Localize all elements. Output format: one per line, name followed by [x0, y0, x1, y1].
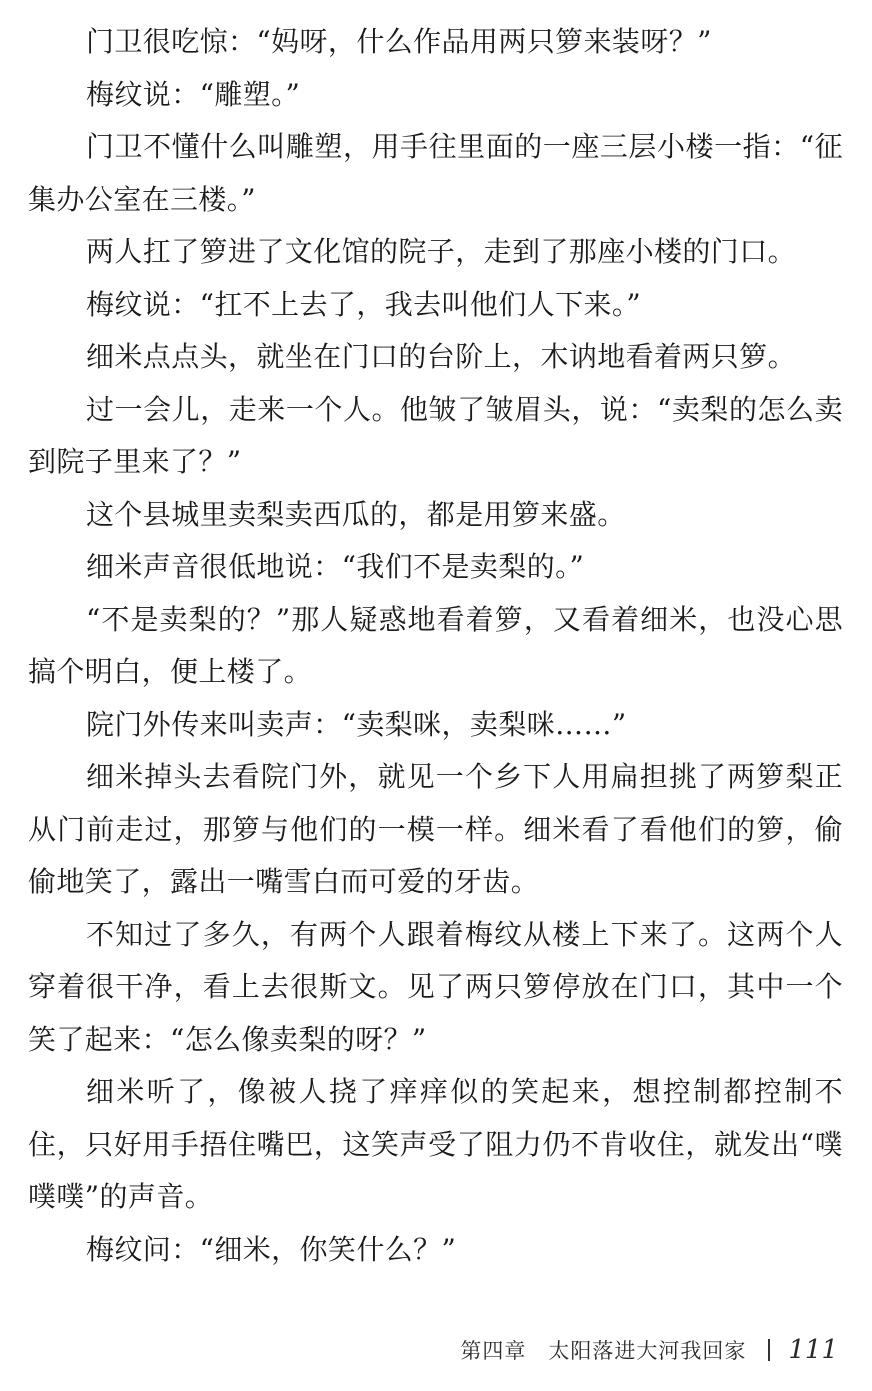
paragraph: 梅纹说：“雕塑。”: [86, 77, 301, 111]
paragraph: 这个县城里卖梨卖西瓜的，都是用箩来盛。: [86, 497, 626, 531]
page-footer: [460, 1330, 838, 1370]
paragraph: 门卫很吃惊：“妈呀，什么作品用两只箩来装呀？”: [86, 25, 712, 58]
page-body: [28, 16, 843, 1276]
page-number: 111: [788, 1335, 838, 1365]
paragraph: 细米点点头，就坐在门口的台阶上，木讷地看着两只箩。: [86, 340, 797, 373]
paragraph: 细米声音很低地说：“我们不是卖梨的。”: [86, 550, 585, 583]
paragraph: 梅纹说：“扛不上去了，我去叫他们人下来。”: [86, 287, 642, 321]
paragraph: “不是卖梨的？”那人疑惑地看着箩，又看着细米，也没心思搞个明白，便上楼了。: [28, 602, 843, 688]
chapter-title: 第四章 太阳落进大河我回家: [460, 1339, 747, 1363]
paragraph: 梅纹问：“细米，你笑什么？”: [86, 1232, 457, 1266]
paragraph: 门卫不懂什么叫雕塑，用手往里面的一座三层小楼一指：“征集办公室在三楼。”: [28, 130, 843, 216]
paragraph: 过一会儿，走来一个人。他皱了皱眉头，说：“卖梨的怎么卖到院子里来了？”: [28, 392, 843, 478]
paragraph: 院门外传来叫卖声：“卖梨咪，卖梨咪……”: [86, 707, 627, 741]
paragraph: 不知过了多久，有两个人跟着梅纹从楼上下来了。这两个人穿着很干净，看上去很斯文。见了两只箩停放在门口，其中一个笑了起来：“怎么像卖梨的呀？”: [28, 917, 843, 1056]
paragraph: 细米听了，像被人挠了痒痒似的笑起来，想控制都控制不住，只好用手捂住嘴巴，这笑声受了阻力仍不肯收住，就发出“噗噗噗”的声音。: [28, 1075, 843, 1213]
paragraph: 细米掉头去看院门外，就见一个乡下人用扁担挑了两箩梨正从门前走过，那箩与他们的一模一样。细米看了看他们的箩，偷偷地笑了，露出一嘴雪白而可爱的牙齿。: [28, 760, 843, 898]
paragraph: 两人扛了箩进了文化馆的院子，走到了那座小楼的门口。: [86, 235, 797, 268]
footer-divider: [768, 1339, 770, 1361]
